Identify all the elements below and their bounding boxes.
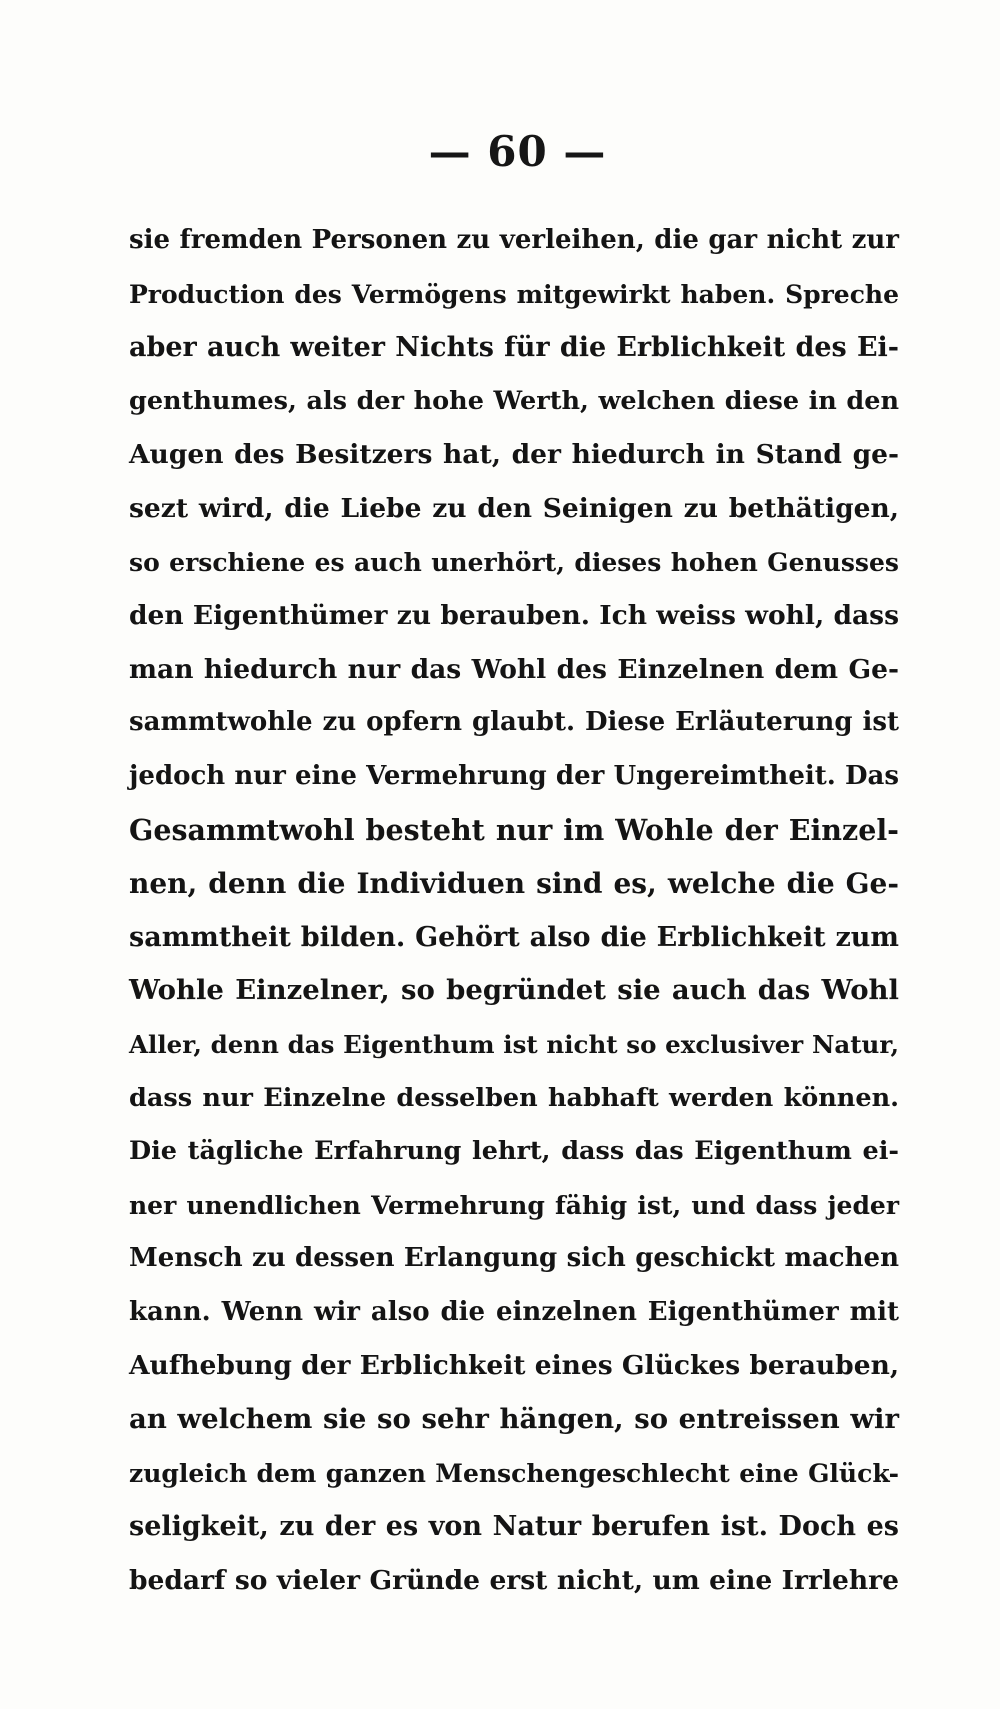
text-line: Production des Vermögens mitgewirkt haben. Spreche [129, 279, 899, 309]
text-line: nen, denn die Individuen sind es, welche die Ge- [129, 867, 899, 901]
page-number: — 60 — [428, 127, 607, 176]
text-line: Aller, denn das Eigenthum ist nicht so exclusiver Natur, [129, 1029, 899, 1059]
text-line: sammtheit bilden. Gehört also die Erblichkeit zum [129, 921, 899, 953]
text-line: man hiedurch nur das Wohl des Einzelnen dem Ge- [129, 653, 899, 685]
text-line: Aufhebung der Erblichkeit eines Glückes berauben, [129, 1350, 900, 1382]
text-line: bedarf so vieler Gründe erst nicht, um eine Irrlehre [129, 1564, 899, 1596]
text-line: aber auch weiter Nichts für die Erblichkeit des Ei- [129, 332, 899, 364]
text-line: an welchem sie so sehr hängen, so entreissen wir [129, 1403, 899, 1436]
text-line: zugleich dem ganzen Menschengeschlecht eine Glück- [129, 1458, 899, 1488]
text-line: jedoch nur eine Vermehrung der Ungereimtheit. Das [129, 760, 899, 791]
text-line: dass nur Einzelne desselben habhaft werden können. [129, 1082, 899, 1113]
text-line: sezt wird, die Liebe zu den Seinigen zu bethätigen, [129, 492, 899, 524]
text-line: genthumes, als der hohe Werth, welchen diese in den [129, 385, 899, 416]
text-line: den Eigenthümer zu berauben. Ich weiss wohl, dass [129, 600, 899, 632]
text-line: ner unendlichen Vermehrung fähig ist, und dass jeder [129, 1190, 899, 1220]
text-line: Gesammtwohl besteht nur im Wohle der Einzel- [129, 812, 899, 847]
text-line: Augen des Besitzers hat, der hiedurch in Stand ge- [129, 439, 899, 471]
text-line: sammtwohle zu opfern glaubt. Diese Erläuterung ist [129, 707, 899, 738]
text-line: Die tägliche Erfahrung lehrt, dass das Eigenthum ei- [129, 1136, 899, 1167]
text-line: so erschiene es auch unerhört, dieses hohen Genusses [129, 547, 899, 577]
text-line: Mensch zu dessen Erlangung sich geschickt machen [129, 1243, 899, 1274]
text-line: sie fremden Personen zu verleihen, die gar nicht zur [129, 225, 899, 255]
text-line: Wohle Einzelner, so begründet sie auch das Wohl [129, 974, 899, 1007]
text-line: kann. Wenn wir also die einzelnen Eigenthümer mit [129, 1296, 899, 1327]
body-text [129, 214, 899, 1607]
text-line: seligkeit, zu der es von Natur berufen ist. Doch es [129, 1511, 899, 1543]
